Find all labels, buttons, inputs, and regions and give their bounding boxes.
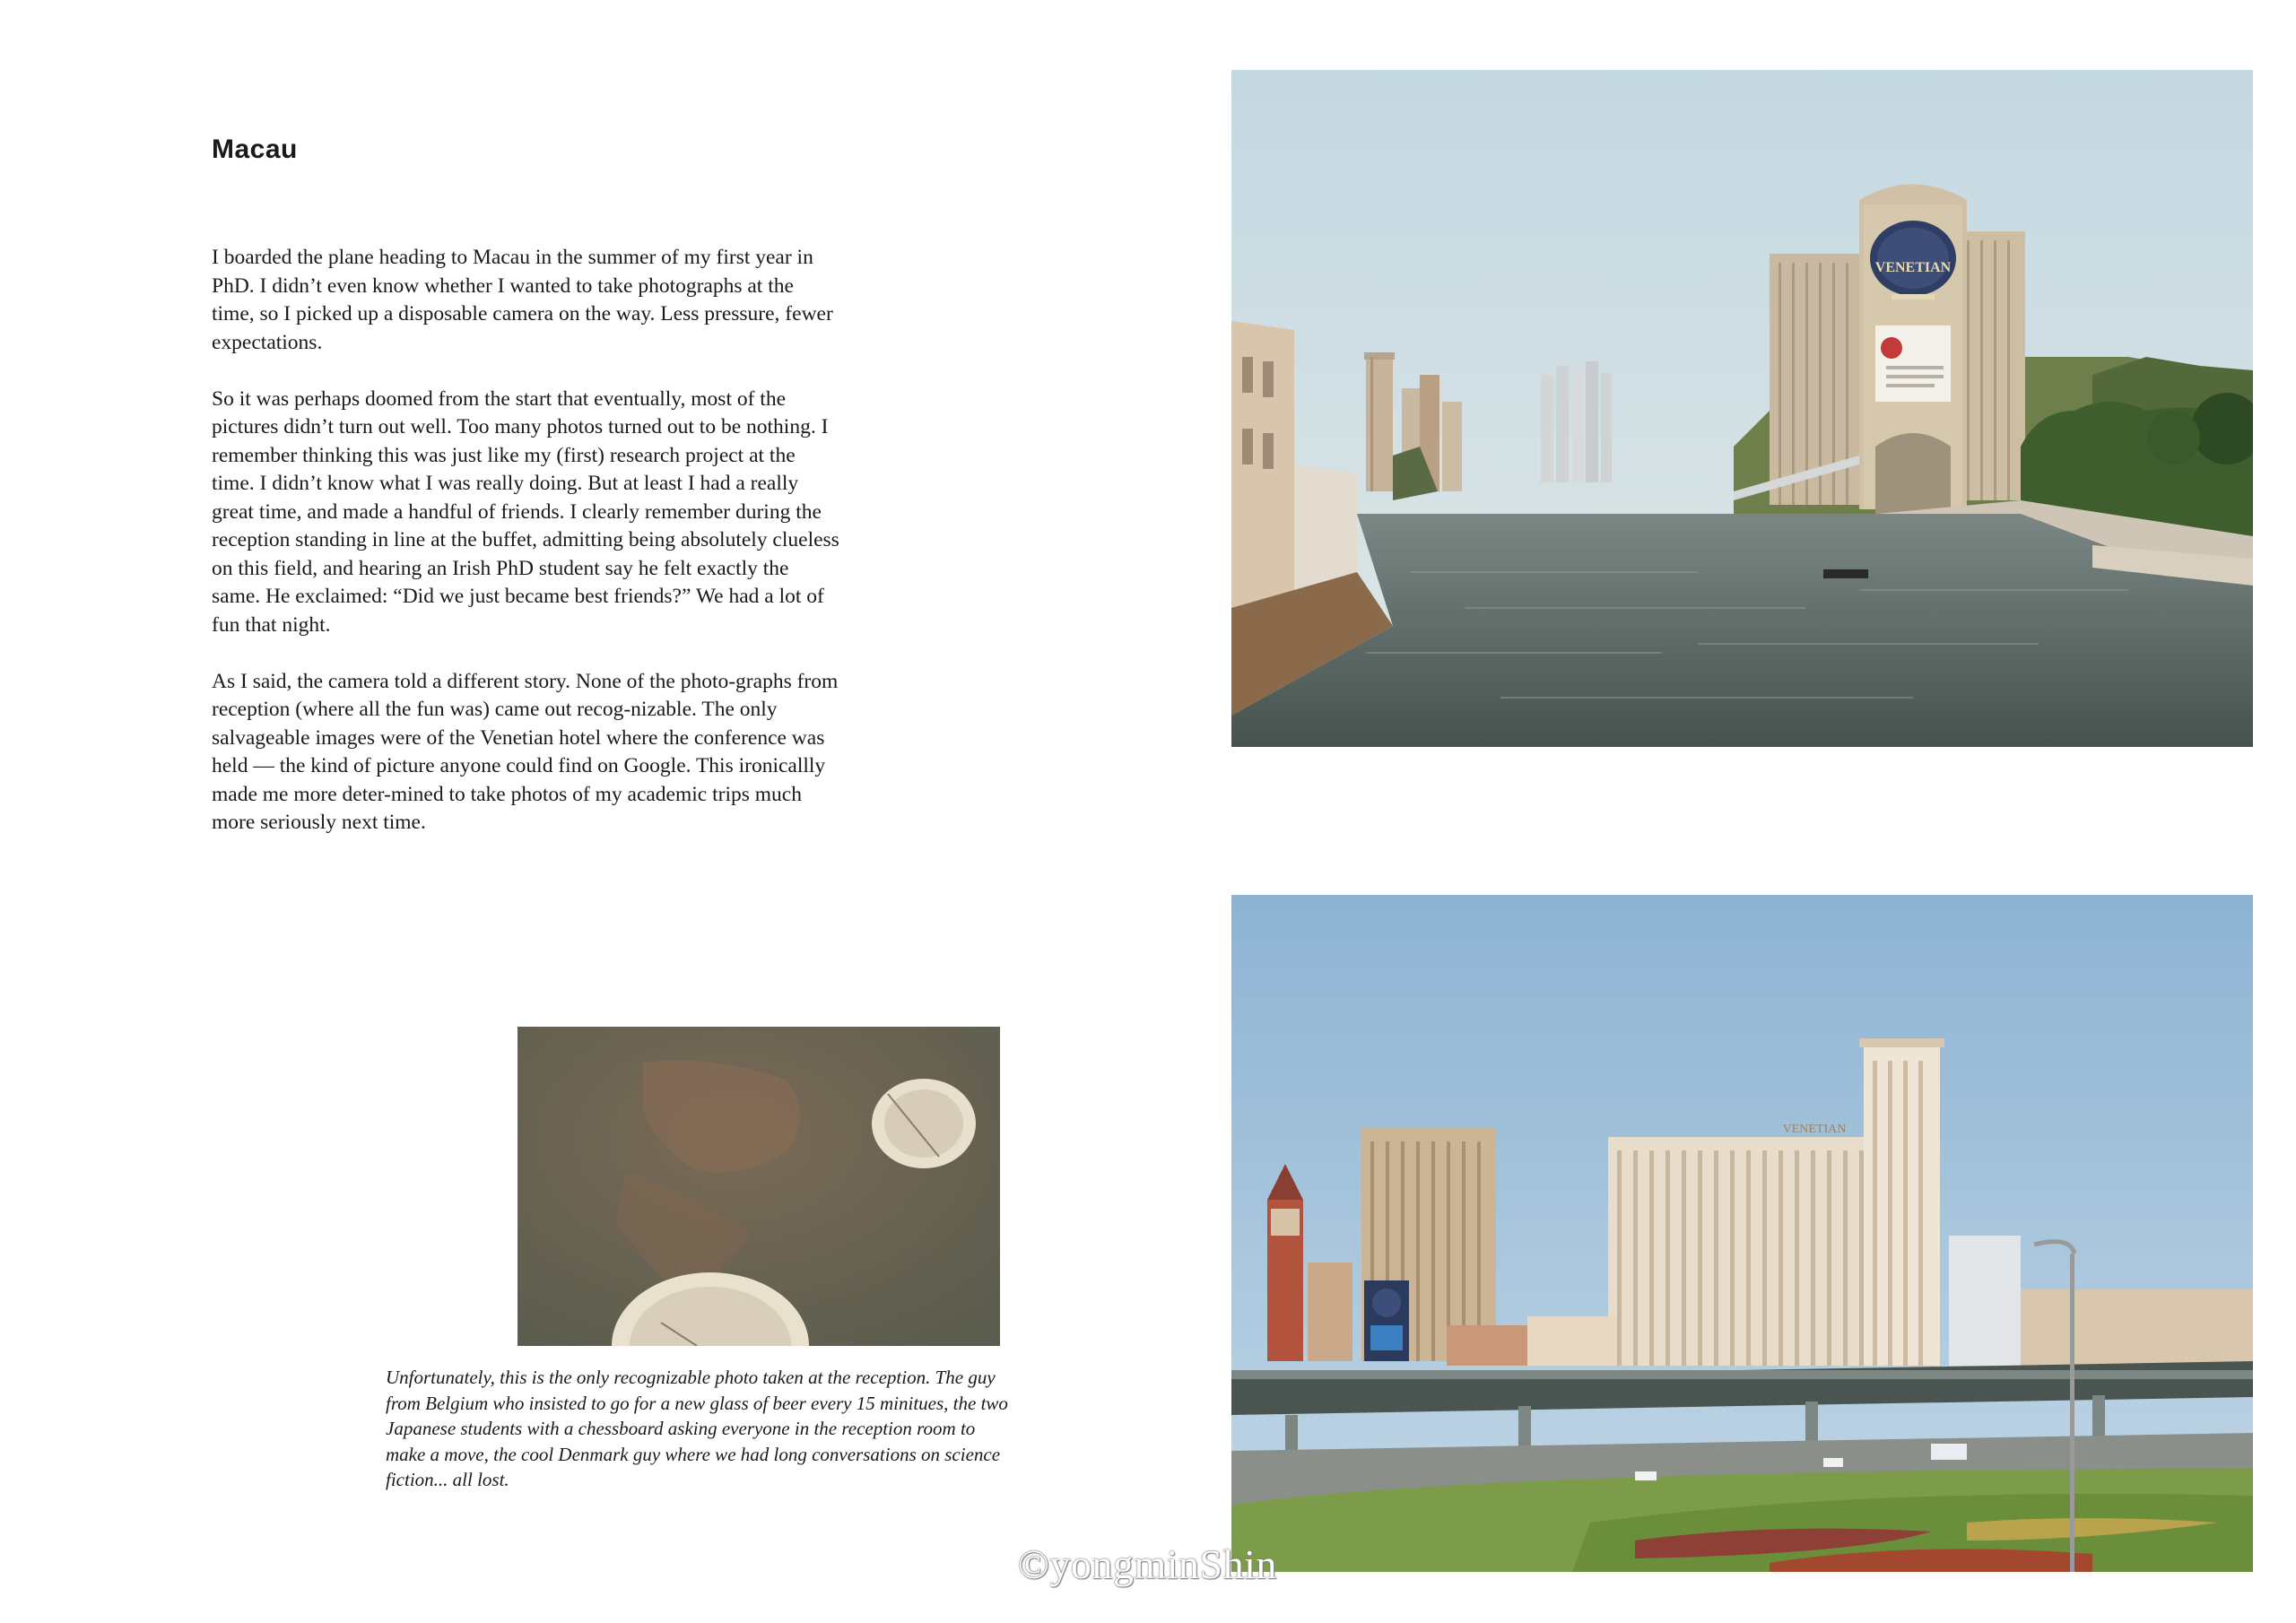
article-body [212, 244, 839, 865]
paragraph-1: I boarded the plane heading to Macau in the summer of my first year in PhD. I didn’t even know whether I wanted to take photographs at the time, so I picked up a disposable camera on the way. Less pressure, fewer expectations. [212, 246, 833, 354]
page-title: Macau [212, 135, 298, 164]
venetian-building-text: VENETIAN [1782, 1123, 1847, 1136]
reception-photo-caption: Unfortunately, this is the only recognizable photo taken at the reception. The guy from Belgium who insisted to go for a new glass of beer every 15 minitues, the two Japanese students with a chessboard asking everyone in the reception room to make a move, the cool Denmark guy where we had long conversations on science fiction... all lost. [386, 1367, 1008, 1490]
venetian-hotel-photo [1231, 895, 2253, 1572]
paragraph-3: As I said, the camera told a different story. None of the photo-graphs from reception (where all the fun was) came out recog-nizable. The only salvageable images were of the Venetian hotel where the conference was held — the kind of picture anyone could find on Google. This ironicallly made me more deter-mined to take photos of my academic trips much more seriously next time. [212, 669, 839, 834]
venetian-canal-photo [1231, 70, 2253, 747]
reception-photo [517, 1027, 1000, 1346]
paragraph-2: So it was perhaps doomed from the start that eventually, most of the pictures didn’t turn out well. Too many photos turned out to be nothing. I remember thinking this was just like my (first) research project at the time. I didn’t know what I was really doing. But at least I had a really great time, and made a handful of friends. I clearly remember during the reception standing in line at the buffet, admitting being absolutely clueless on this field, and hearing an Irish PhD student say he felt exactly the same. He exclaimed: “Did we just became best friends?” We had a lot of fun that night. [212, 386, 839, 637]
watermark: ©yongminShin [1018, 1541, 1277, 1587]
venetian-sign-text: VENETIAN [1874, 260, 1952, 275]
